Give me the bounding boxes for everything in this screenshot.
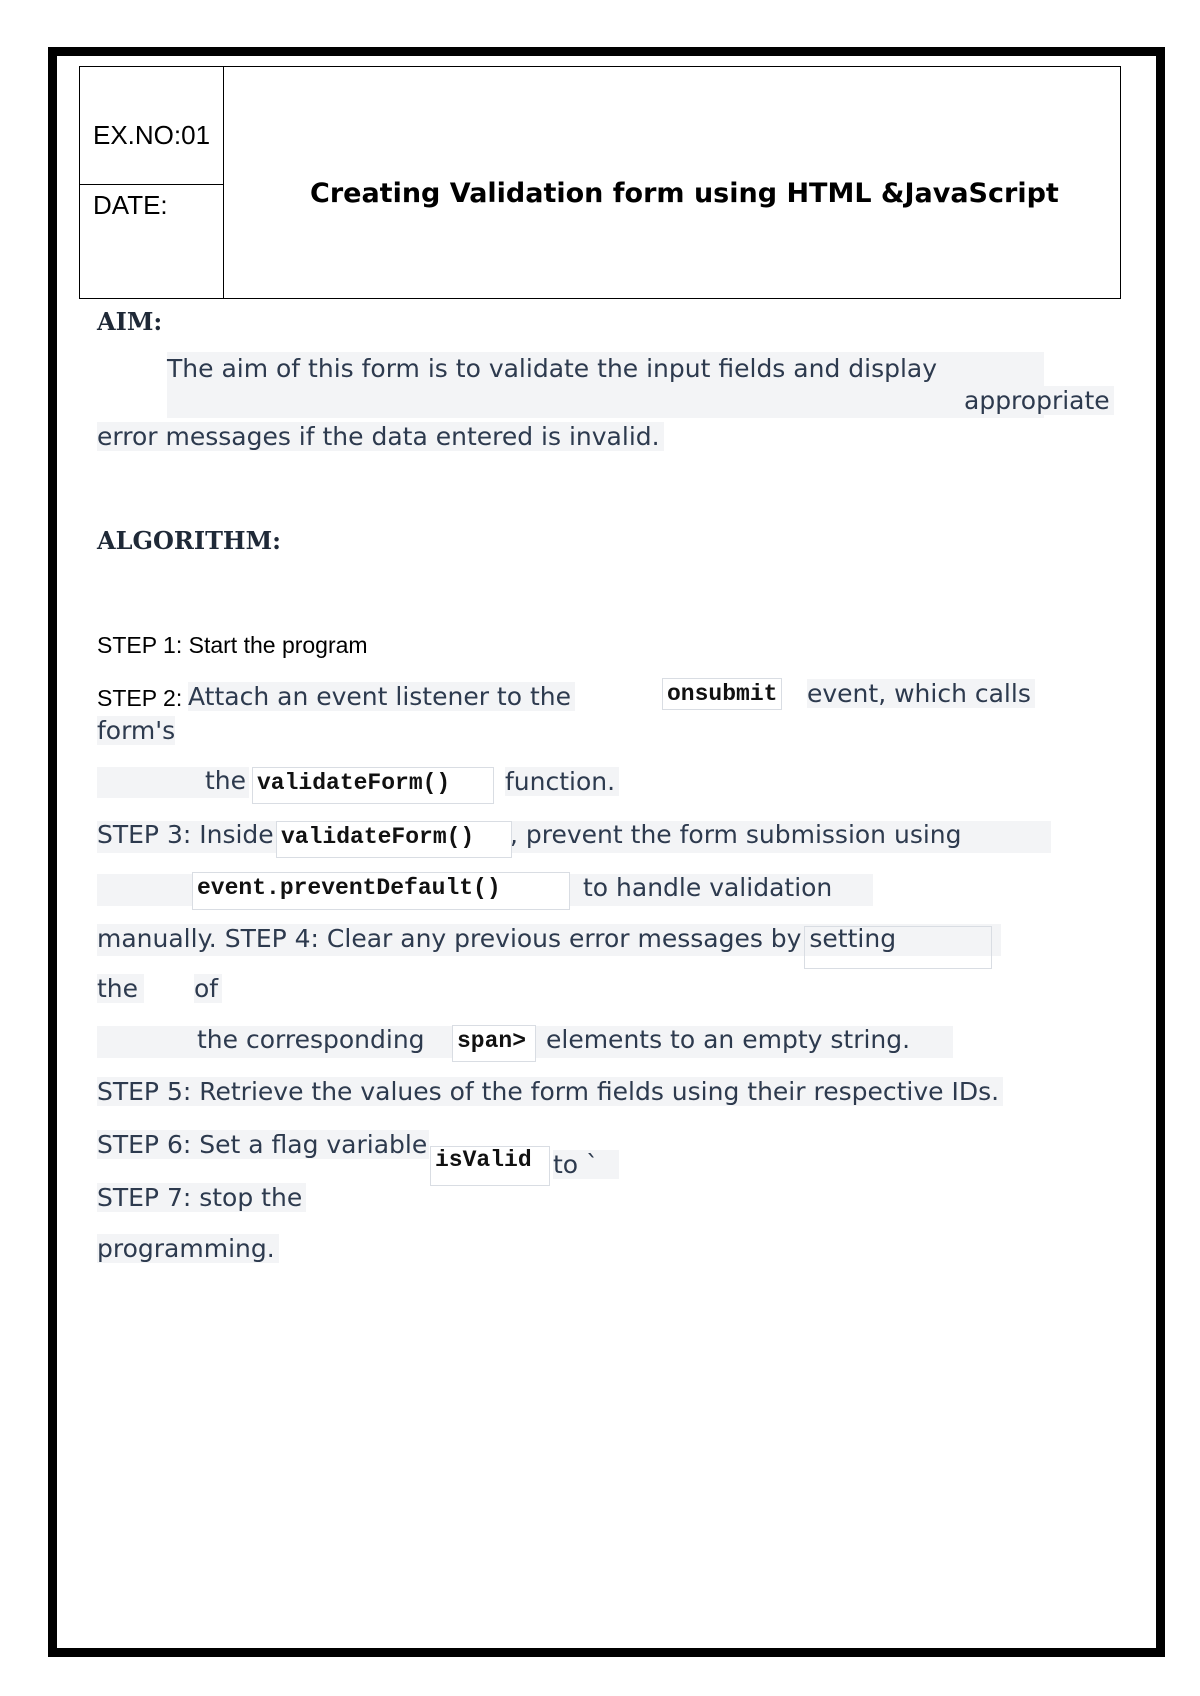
aim-heading: AIM:: [97, 307, 163, 336]
date-label: DATE:: [93, 190, 168, 220]
step-3-code-preventdefault: event.preventDefault(): [192, 872, 570, 910]
step-2-code-onsubmit: onsubmit: [662, 678, 782, 710]
step-2-code-validateform: validateForm(): [252, 767, 494, 804]
step-3-text: STEP 3: Inside: [97, 820, 274, 849]
step-4-text: manually. STEP 4: Clear any previous error messages by setting: [97, 924, 897, 953]
step-2-text: Attach an event listener to the: [188, 682, 575, 711]
step-2-label: STEP 2:: [97, 685, 183, 711]
aim-line-1-end: appropriate: [960, 386, 1114, 415]
step-1: STEP 1: Start the program: [97, 632, 368, 658]
step-6-to: to `: [553, 1150, 619, 1179]
step-3-text-2: , prevent the form submission using: [510, 820, 962, 849]
step-2-end: function.: [505, 767, 619, 796]
header-cell-divider: [80, 184, 224, 185]
exercise-number: EX.NO:01: [93, 120, 211, 150]
aim-line-1: The aim of this form is to validate the input fields and display: [167, 354, 938, 383]
aim-line-2: error messages if the data entered is invalid.: [97, 422, 664, 451]
step-2-text-3: form's: [97, 716, 176, 745]
document-title: Creating Validation form using HTML &JavaScript: [310, 178, 1059, 209]
header-left-cell: [80, 67, 224, 298]
step-6-text: STEP 6: Set a flag variable: [97, 1130, 428, 1159]
algorithm-heading: ALGORITHM:: [97, 526, 282, 555]
step-6-code-isvalid: isValid: [430, 1146, 550, 1186]
step-4-of: of: [194, 974, 222, 1003]
step-7-text-2: programming.: [97, 1234, 279, 1263]
header-table: [79, 66, 1121, 299]
step-3-text-3: to handle validation: [583, 873, 833, 902]
step-2-the: the: [205, 766, 247, 795]
step-3-code-validateform: validateForm(): [276, 821, 512, 858]
step-4-text-2: the corresponding: [197, 1025, 425, 1054]
step-2-text-2: event, which calls: [807, 679, 1035, 708]
step-7-text: STEP 7: stop the: [97, 1183, 306, 1212]
step-4-text-3: elements to an empty string.: [546, 1025, 911, 1054]
step-4-code-span: span>: [452, 1025, 536, 1062]
step-4-the: the: [97, 974, 144, 1003]
step-5: STEP 5: Retrieve the values of the form fields using their respective IDs.: [97, 1077, 1003, 1106]
